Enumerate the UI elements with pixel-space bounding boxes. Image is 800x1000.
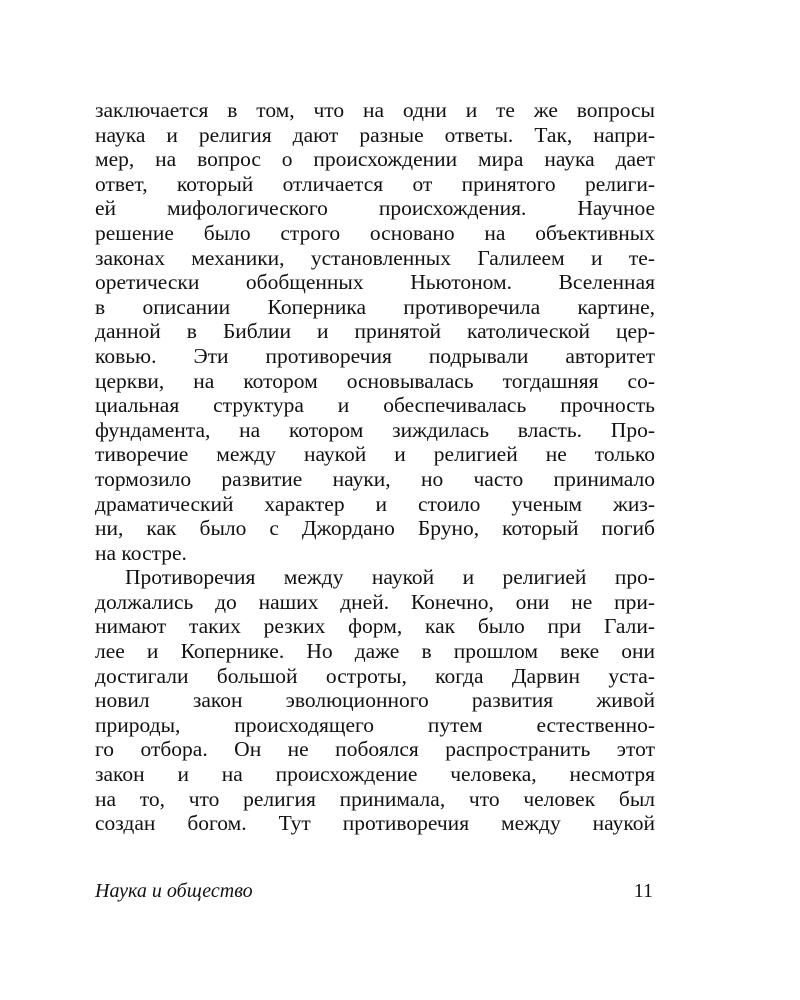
text-line: Противоречия между наукой и религией про-: [125, 565, 655, 590]
text-line: достигали большой остроты, когда Дарвин уста-: [95, 663, 655, 688]
text-line: ей мифологического происхождения. Научное: [95, 196, 655, 221]
text-line: законах механики, установленных Галилеем и те-: [95, 245, 655, 270]
text-line: данной в Библии и принятой католической цер-: [95, 319, 655, 344]
text-line: решение было строго основано на объективных: [95, 220, 655, 245]
paragraph-1: [95, 98, 655, 565]
text-line: создан богом. Тут противоречия между наукой: [95, 811, 655, 836]
text-line: го отбора. Он не побоялся распространить этот: [95, 737, 655, 762]
text-line: должались до наших дней. Конечно, они не при-: [95, 589, 655, 614]
text-line: на то, что религия принимала, что человек был: [95, 786, 655, 811]
text-line: драматический характер и стоило ученым жиз-: [95, 491, 655, 516]
text-line: на костре.: [95, 540, 187, 565]
text-line: закон и на происхождение человека, несмотря: [95, 762, 655, 787]
page-number: 11: [633, 880, 653, 902]
text-line: лее и Копернике. Но даже в прошлом веке они: [95, 639, 655, 664]
text-line: наука и религия дают разные ответы. Так, напри-: [95, 122, 655, 147]
body-text: [95, 98, 655, 836]
text-line: нимают таких резких форм, как было при Гали-: [95, 614, 655, 639]
text-line: новил закон эволюционного развития живой: [95, 688, 655, 713]
text-line: природы, происходящего путем естественно-: [95, 712, 655, 737]
text-line: ковью. Эти противоречия подрывали авторитет: [95, 343, 655, 368]
running-title: Наука и общество: [95, 880, 253, 902]
text-line: циальная структура и обеспечивалась прочность: [95, 393, 655, 418]
text-line: в описании Коперника противоречила картине,: [95, 294, 655, 319]
text-line: тормозило развитие науки, но часто принимало: [95, 466, 655, 491]
text-line: церкви, на котором основывалась тогдашняя со-: [95, 368, 655, 393]
page-footer: [95, 880, 655, 908]
text-line: тиворечие между наукой и религией не только: [95, 442, 655, 467]
text-line: мер, на вопрос о происхождении мира наука дает: [95, 147, 655, 172]
text-line: ответ, который отличается от принятого религи-: [95, 171, 655, 196]
text-line: заключается в том, что на одни и те же вопросы: [95, 98, 655, 122]
text-line: ни, как было с Джордано Бруно, который погиб: [95, 516, 655, 541]
paragraph-2: [95, 565, 655, 836]
text-line: оретически обобщенных Ньютоном. Вселенная: [95, 270, 655, 295]
text-line: фундамента, на котором зиждилась власть. Про-: [95, 417, 655, 442]
